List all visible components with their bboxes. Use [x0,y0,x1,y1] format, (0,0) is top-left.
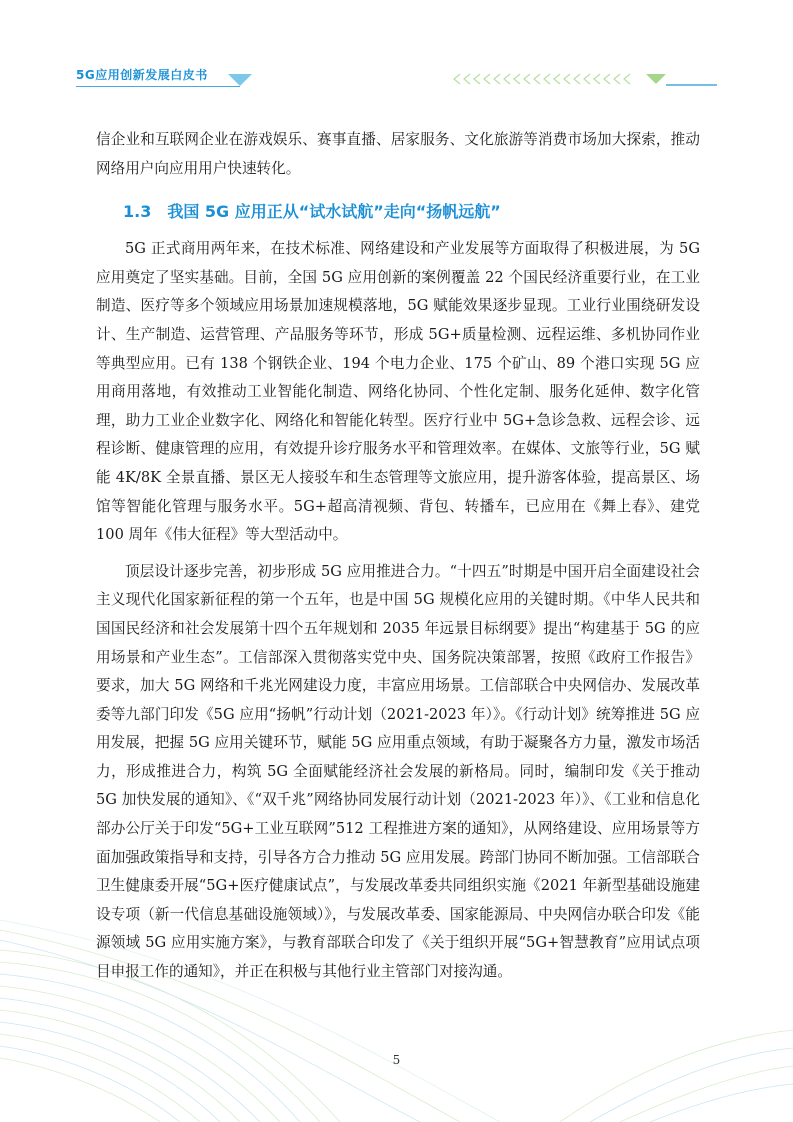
paragraph-continued: 信企业和互联网企业在游戏娱乐、赛事直播、居家服务、文化旅游等消费市场加大探索，推动网络用户向应用用户快速转化。 [96,131,700,177]
header-triangle-icon [228,72,254,88]
paragraph-applications-progress: 5G 正式商用两年来，在技术标准、网络建设和产业发展等方面取得了积极进展，为 5G 应用奠定了坚实基础。目前，全国 5G 应用创新的案例覆盖 22 个国民经济重要行业，在工业制造、医疗等多个领域应用场景加速规模落地，5G 赋能效果逐步显现。工业行业围绕研发设计、生产制造、运营管理、产品服务等环节，形成 5G+质量检测、远程运维、多机协同作业等典型应用。已有 138 个钢铁企业、194 个电力企业、175 个矿山、89 个港口实现 5G 应用商用落地，有效推动工业智能化制造、网络化协同、个性化定制、服务化延伸、数字化管理，助力工业企业数字化、网络化和智能化转型。医疗行业中 5G+急诊急救、远程会诊、远程诊断、健康管理的应用，有效提升诊疗服务水平和管理效率。在媒体、文旅等行业，5G 赋能 4K/8K 全景直播、景区无人接驳车和生态管理等文旅应用，提升游客体验，提高景区、场馆等智能化管理与服务水平。5G+超高清视频、背包、转播车，已应用在《舞上春》、建党 100 周年《伟大征程》等大型活动中。 [96,240,700,544]
section-heading [96,201,700,223]
header-title: 5G应用创新发展白皮书 [76,68,208,82]
header-rule [76,86,240,87]
paragraph-policy-design: 顶层设计逐步完善，初步形成 5G 应用推进合力。“十四五”时期是中国开启全面建设社会主义现代化国家新征程的第一个五年，也是中国 5G 规模化应用的关键时期。《中华人民共和国国民经济和社会发展第十四个五年规划和 2035 年远景目标纲要》提出“构建基于 5G 的应用场景和产业生态”。工信部深入贯彻落实党中央、国务院决策部署，按照《政府工作报告》要求，加大 5G 网络和千兆光网建设力度，丰富应用场景。工信部联合中央网信办、发展改革委等九部门印发《5G 应用“扬帆”行动计划（2021-2023 年）》。《行动计划》统筹推进 5G 应用发展，把握 5G 应用关键环节，赋能 5G 应用重点领域，有助于凝聚各方力量，激发市场活力，形成推进合力，构筑 5G 全面赋能经济社会发展的新格局。同时，编制印发《关于推动 5G 加快发展的通知》、《“双千兆”网络协同发展行动计划（2021-2023 年）》、《工业和信息化部办公厅关于印发“5G+工业互联网”512 工程推进方案的通知》，从网络建设、应用场景等方面加强政策指导和支持，引导各方合力推动 5G 应用发展。跨部门协同不断加强。工信部联合卫生健康委开展“5G+医疗健康试点”，与发展改革委共同组织实施《2021 年新型基础设施建设专项（新一代信息基础设施领域）》，与发展改革委、国家能源局、中央网信办联合印发《能源领域 5G 应用实施方案》，与教育部联合印发了《关于组织开展“5G+智慧教育”应用试点项目申报工作的通知》，并正在积极与其他行业主管部门对接沟通。 [96,562,700,981]
page-number: 5 [392,1053,401,1067]
chevron-row-icon [452,72,722,86]
section-number: 1.3 [123,202,152,222]
page-content [96,126,700,987]
section-title: 我国 5G 应用正从“试水试航”走向“扬帆远航” [167,202,501,222]
page-header [0,0,793,100]
